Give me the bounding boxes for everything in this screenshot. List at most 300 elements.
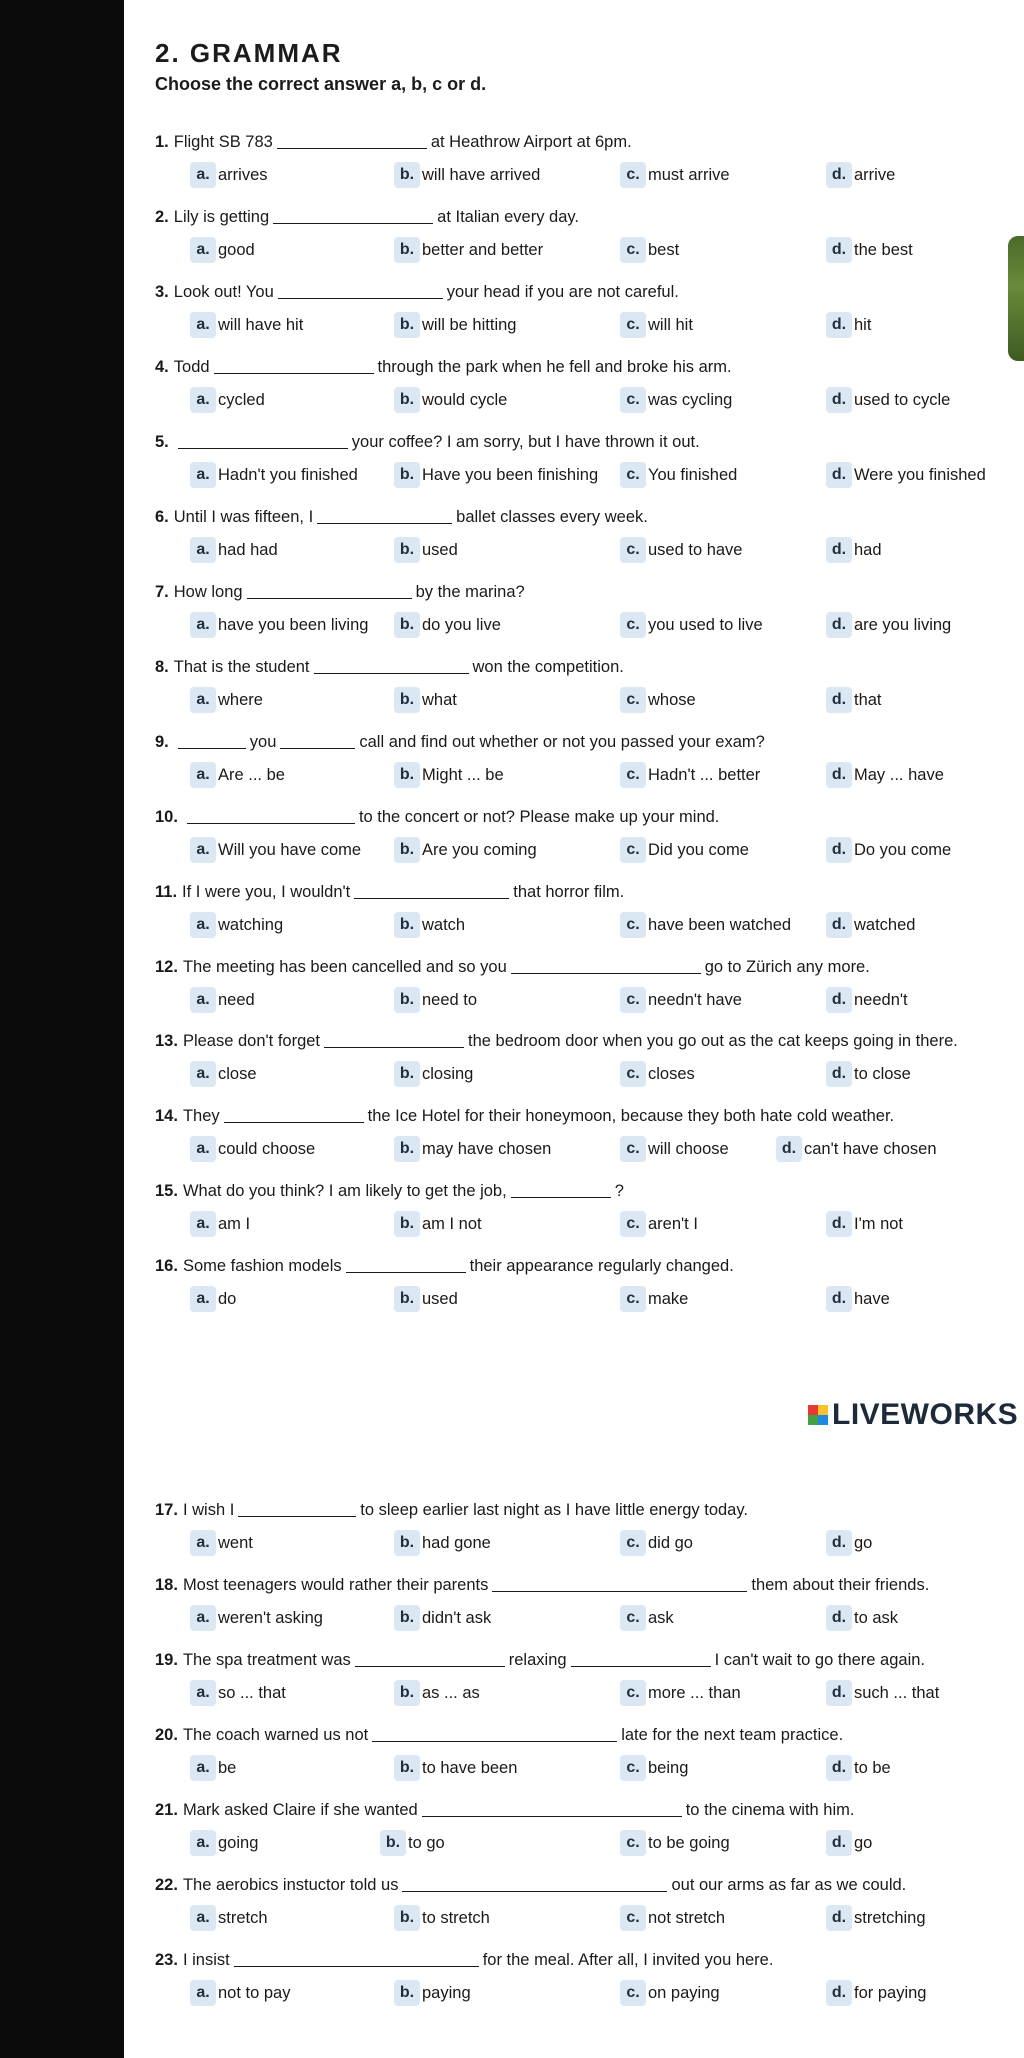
option-a[interactable]	[190, 1680, 286, 1706]
question-text-before: They	[182, 1107, 220, 1125]
option-text: went	[218, 1533, 253, 1552]
option-text: You finished	[648, 465, 738, 484]
option-d[interactable]	[826, 1980, 926, 2006]
option-d[interactable]	[826, 1755, 891, 1781]
option-a[interactable]	[190, 1605, 323, 1631]
option-letter-badge: b.	[394, 612, 420, 638]
option-a[interactable]	[190, 837, 361, 863]
question-number: 5.	[155, 433, 169, 451]
option-d[interactable]	[826, 1680, 939, 1706]
option-text: what	[422, 690, 457, 709]
question-text-after: for the meal. After all, I invited you here.	[482, 1951, 774, 1969]
question-text-after: your coffee? I am sorry, but I have thrown it out.	[351, 433, 700, 451]
option-a[interactable]	[190, 987, 255, 1013]
option-text: where	[218, 690, 263, 709]
option-letter-badge: a.	[190, 312, 216, 338]
option-text: used	[422, 540, 458, 559]
option-d[interactable]	[826, 462, 986, 488]
option-a[interactable]	[190, 1980, 290, 2006]
option-text: so ... that	[218, 1683, 286, 1702]
question-text-before: Flight SB 783	[173, 133, 273, 151]
option-a[interactable]	[190, 1136, 315, 1162]
option-text: Hadn't ... better	[648, 765, 761, 784]
option-c[interactable]	[620, 837, 749, 863]
option-d[interactable]	[826, 162, 895, 188]
option-letter-badge: a.	[190, 1530, 216, 1556]
option-d[interactable]	[826, 612, 951, 638]
option-letter-badge: c.	[620, 1211, 646, 1237]
option-letter-badge: a.	[190, 162, 216, 188]
option-a[interactable]	[190, 612, 368, 638]
option-a[interactable]	[190, 1755, 236, 1781]
option-a[interactable]	[190, 687, 263, 713]
option-b[interactable]	[394, 1211, 482, 1237]
question-number: 2.	[155, 208, 169, 226]
answer-blank	[277, 130, 427, 149]
question-text-middle: relaxing	[508, 1651, 567, 1669]
option-a[interactable]	[190, 312, 303, 338]
option-text: am I	[218, 1214, 251, 1233]
option-letter-badge: a.	[190, 237, 216, 263]
option-letter-badge: c.	[620, 1286, 646, 1312]
question-text-before: Most teenagers would rather their parents	[182, 1576, 489, 1594]
answer-blank	[224, 1104, 364, 1123]
option-letter-badge: d.	[776, 1136, 802, 1162]
option-d[interactable]	[826, 837, 951, 863]
option-text: had gone	[422, 1533, 491, 1552]
option-text: go	[854, 1833, 873, 1852]
option-text: hit	[854, 315, 872, 334]
logo-mark-icon	[808, 1405, 828, 1425]
option-letter-badge: c.	[620, 387, 646, 413]
answer-blank	[346, 1254, 466, 1273]
option-a[interactable]	[190, 462, 358, 488]
question-2	[155, 203, 579, 227]
option-letter-badge: b.	[380, 1830, 406, 1856]
option-c[interactable]	[620, 1136, 729, 1162]
option-letter-badge: d.	[826, 387, 852, 413]
option-a[interactable]	[190, 387, 265, 413]
answer-blank	[402, 1873, 667, 1892]
option-letter-badge: a.	[190, 1605, 216, 1631]
option-text: close	[218, 1064, 257, 1083]
answer-blank	[314, 655, 469, 674]
option-text: watch	[422, 915, 466, 934]
option-d[interactable]	[826, 537, 882, 563]
question-text-before: That is the student	[173, 658, 310, 676]
question-3	[155, 278, 679, 302]
option-letter-badge: c.	[620, 1136, 646, 1162]
question-text-before: Some fashion models	[182, 1257, 342, 1275]
question-text-after: ballet classes every week.	[456, 508, 648, 526]
option-letter-badge: d.	[826, 1530, 852, 1556]
answer-blank	[214, 355, 374, 374]
option-letter-badge: c.	[620, 462, 646, 488]
option-letter-badge: c.	[620, 687, 646, 713]
option-text: have you been living	[218, 615, 369, 634]
option-a[interactable]	[190, 1530, 253, 1556]
option-letter-badge: b.	[394, 462, 420, 488]
option-text: on paying	[648, 1983, 720, 2002]
option-a[interactable]	[190, 1830, 258, 1856]
option-text: good	[218, 240, 255, 259]
option-text: have been watched	[648, 915, 792, 934]
option-text: whose	[648, 690, 696, 709]
question-number: 7.	[155, 583, 169, 601]
option-text: may have chosen	[422, 1139, 552, 1158]
question-5	[155, 428, 700, 452]
option-d[interactable]	[826, 762, 944, 788]
option-letter-badge: d.	[826, 1061, 852, 1087]
answer-blank	[422, 1798, 682, 1817]
question-text-after: at Italian every day.	[437, 208, 580, 226]
answer-blank	[317, 505, 452, 524]
option-b[interactable]	[394, 537, 458, 563]
option-b[interactable]	[394, 462, 598, 488]
option-d[interactable]	[826, 237, 913, 263]
option-letter-badge: d.	[826, 1605, 852, 1631]
option-letter-badge: d.	[826, 912, 852, 938]
question-text-after: I can't wait to go there again.	[714, 1651, 926, 1669]
option-d[interactable]	[826, 912, 915, 938]
option-b[interactable]	[394, 987, 477, 1013]
option-letter-badge: c.	[620, 312, 646, 338]
question-text-before: The spa treatment was	[182, 1651, 351, 1669]
option-letter-badge: b.	[394, 1905, 420, 1931]
option-c[interactable]	[620, 237, 679, 263]
question-number: 1.	[155, 133, 169, 151]
question-text-before: Please don't forget	[182, 1032, 321, 1050]
option-text: used to cycle	[854, 390, 951, 409]
option-a[interactable]	[190, 762, 285, 788]
option-letter-badge: c.	[620, 1061, 646, 1087]
question-number: 19.	[155, 1651, 178, 1669]
question-text-before: The meeting has been cancelled and so you	[182, 958, 507, 976]
answer-blank	[247, 580, 412, 599]
option-c[interactable]	[620, 1905, 725, 1931]
question-9	[155, 728, 765, 752]
option-text: to stretch	[422, 1908, 490, 1927]
option-a[interactable]	[190, 1286, 236, 1312]
option-a[interactable]	[190, 237, 255, 263]
answer-blank	[280, 730, 355, 749]
option-letter-badge: d.	[826, 1286, 852, 1312]
answer-blank	[492, 1573, 747, 1592]
option-b[interactable]	[394, 1605, 491, 1631]
option-d[interactable]	[826, 1211, 903, 1237]
question-text-before: I wish I	[182, 1501, 235, 1519]
option-letter-badge: a.	[190, 1755, 216, 1781]
question-text-before: The aerobics instuctor told us	[182, 1876, 399, 1894]
option-text: had	[854, 540, 882, 559]
option-text: Have you been finishing	[422, 465, 599, 484]
option-letter-badge: a.	[190, 987, 216, 1013]
option-c[interactable]	[620, 1980, 720, 2006]
option-letter-badge: b.	[394, 1061, 420, 1087]
question-18	[155, 1571, 929, 1595]
option-c[interactable]	[620, 537, 743, 563]
option-a[interactable]	[190, 1061, 257, 1087]
question-number: 18.	[155, 1576, 178, 1594]
option-text: Were you finished	[854, 465, 986, 484]
option-text: arrives	[218, 165, 268, 184]
answer-blank	[187, 805, 355, 824]
option-text: need	[218, 990, 255, 1009]
option-d[interactable]	[826, 1905, 926, 1931]
option-letter-badge: d.	[826, 1680, 852, 1706]
option-c[interactable]	[620, 312, 693, 338]
option-text: such ... that	[854, 1683, 940, 1702]
option-d[interactable]	[826, 1530, 872, 1556]
answer-blank	[178, 730, 246, 749]
option-d[interactable]	[826, 312, 871, 338]
option-letter-badge: a.	[190, 537, 216, 563]
option-text: would cycle	[422, 390, 508, 409]
option-letter-badge: a.	[190, 1286, 216, 1312]
question-text-after: at Heathrow Airport at 6pm.	[430, 133, 632, 151]
option-b[interactable]	[394, 1530, 491, 1556]
option-c[interactable]	[620, 1211, 698, 1237]
option-text: closes	[648, 1064, 695, 1083]
option-letter-badge: a.	[190, 1680, 216, 1706]
option-text: have	[854, 1289, 890, 1308]
question-text-before: Lily is getting	[173, 208, 270, 226]
question-number: 3.	[155, 283, 169, 301]
option-a[interactable]	[190, 1905, 268, 1931]
option-b[interactable]	[394, 312, 516, 338]
option-b[interactable]	[394, 912, 465, 938]
option-letter-badge: a.	[190, 687, 216, 713]
option-text: are you living	[854, 615, 952, 634]
option-text: do you live	[422, 615, 501, 634]
option-letter-badge: b.	[394, 1530, 420, 1556]
option-d[interactable]	[776, 1136, 937, 1162]
question-number: 23.	[155, 1951, 178, 1969]
option-text: watching	[218, 915, 284, 934]
question-16	[155, 1252, 734, 1276]
option-d[interactable]	[826, 387, 950, 413]
option-c[interactable]	[620, 612, 763, 638]
option-b[interactable]	[394, 237, 543, 263]
question-text-before: The coach warned us not	[182, 1726, 369, 1744]
option-text: to be	[854, 1758, 891, 1777]
option-text: to go	[408, 1833, 445, 1852]
option-letter-badge: a.	[190, 387, 216, 413]
option-c[interactable]	[620, 1755, 688, 1781]
option-c[interactable]	[620, 1286, 688, 1312]
option-c[interactable]	[620, 462, 737, 488]
option-letter-badge: b.	[394, 912, 420, 938]
option-c[interactable]	[620, 987, 742, 1013]
option-text: will be hitting	[422, 315, 517, 334]
option-b[interactable]	[394, 612, 501, 638]
option-letter-badge: a.	[190, 462, 216, 488]
option-b[interactable]	[394, 162, 540, 188]
option-letter-badge: d.	[826, 762, 852, 788]
option-text: Hadn't you finished	[218, 465, 358, 484]
option-d[interactable]	[826, 1605, 898, 1631]
option-c[interactable]	[620, 762, 760, 788]
option-b[interactable]	[394, 1680, 480, 1706]
option-letter-badge: d.	[826, 1211, 852, 1237]
option-text: to close	[854, 1064, 911, 1083]
option-c[interactable]	[620, 912, 791, 938]
option-d[interactable]	[826, 1286, 890, 1312]
question-text-middle: you	[249, 733, 277, 751]
option-b[interactable]	[394, 837, 537, 863]
question-text-after: ?	[614, 1182, 624, 1200]
option-text: will have arrived	[422, 165, 541, 184]
option-text: be	[218, 1758, 237, 1777]
option-letter-badge: b.	[394, 987, 420, 1013]
option-letter-badge: c.	[620, 837, 646, 863]
question-text-after: late for the next team practice.	[621, 1726, 844, 1744]
question-text-after: out our arms as far as we could.	[671, 1876, 907, 1894]
option-letter-badge: b.	[394, 162, 420, 188]
question-20	[155, 1721, 843, 1745]
option-letter-badge: c.	[620, 1755, 646, 1781]
option-text: more ... than	[648, 1683, 741, 1702]
option-text: Did you come	[648, 840, 749, 859]
option-letter-badge: d.	[826, 1980, 852, 2006]
option-letter-badge: c.	[620, 987, 646, 1013]
option-letter-badge: b.	[394, 312, 420, 338]
option-letter-badge: b.	[394, 537, 420, 563]
answer-blank	[324, 1029, 464, 1048]
option-text: being	[648, 1758, 689, 1777]
question-text-after: the Ice Hotel for their honeymoon, because they both hate cold weather.	[367, 1107, 895, 1125]
option-b[interactable]	[394, 387, 507, 413]
question-text-before: How long	[173, 583, 243, 601]
option-letter-badge: c.	[620, 1905, 646, 1931]
option-c[interactable]	[620, 1605, 674, 1631]
option-b[interactable]	[394, 762, 504, 788]
option-c[interactable]	[620, 162, 730, 188]
option-text: used	[422, 1289, 458, 1308]
option-letter-badge: c.	[620, 237, 646, 263]
question-7	[155, 578, 525, 602]
option-text: will have hit	[218, 315, 304, 334]
option-text: Might ... be	[422, 765, 504, 784]
option-a[interactable]	[190, 912, 283, 938]
option-b[interactable]	[394, 1286, 458, 1312]
option-text: make	[648, 1289, 689, 1308]
option-b[interactable]	[394, 1136, 551, 1162]
option-a[interactable]	[190, 1211, 250, 1237]
option-text: watched	[854, 915, 916, 934]
option-text: going	[218, 1833, 259, 1852]
option-letter-badge: c.	[620, 1530, 646, 1556]
option-letter-badge: c.	[620, 162, 646, 188]
option-text: to be going	[648, 1833, 730, 1852]
option-a[interactable]	[190, 537, 278, 563]
answer-blank	[511, 1179, 611, 1198]
option-d[interactable]	[826, 1061, 911, 1087]
question-8	[155, 653, 624, 677]
option-text: to ask	[854, 1608, 899, 1627]
option-text: do	[218, 1289, 237, 1308]
question-10	[155, 803, 719, 827]
option-letter-badge: b.	[394, 762, 420, 788]
option-letter-badge: c.	[620, 1680, 646, 1706]
question-text-after: through the park when he fell and broke his arm.	[377, 358, 732, 376]
option-c[interactable]	[620, 687, 696, 713]
option-b[interactable]	[394, 1980, 471, 2006]
question-number: 20.	[155, 1726, 178, 1744]
question-15	[155, 1177, 624, 1201]
option-letter-badge: c.	[620, 762, 646, 788]
question-number: 9.	[155, 733, 169, 751]
option-b[interactable]	[394, 687, 457, 713]
question-6	[155, 503, 648, 527]
option-letter-badge: b.	[394, 1136, 420, 1162]
answer-blank	[238, 1498, 356, 1517]
option-b[interactable]	[380, 1830, 445, 1856]
option-d[interactable]	[826, 987, 908, 1013]
question-text-after: their appearance regularly changed.	[469, 1257, 734, 1275]
option-c[interactable]	[620, 1061, 695, 1087]
option-a[interactable]	[190, 162, 268, 188]
option-text: need to	[422, 990, 478, 1009]
option-c[interactable]	[620, 1680, 741, 1706]
option-letter-badge: a.	[190, 912, 216, 938]
option-d[interactable]	[826, 1830, 872, 1856]
question-12	[155, 953, 870, 977]
option-letter-badge: d.	[826, 987, 852, 1013]
option-letter-badge: b.	[394, 387, 420, 413]
option-text: Are ... be	[218, 765, 285, 784]
option-text: Do you come	[854, 840, 952, 859]
option-letter-badge: b.	[394, 1980, 420, 2006]
option-letter-badge: a.	[190, 612, 216, 638]
option-letter-badge: d.	[826, 1830, 852, 1856]
option-c[interactable]	[620, 387, 732, 413]
option-d[interactable]	[826, 687, 882, 713]
option-b[interactable]	[394, 1905, 490, 1931]
option-b[interactable]	[394, 1061, 473, 1087]
option-c[interactable]	[620, 1530, 693, 1556]
answer-blank	[511, 955, 701, 974]
question-text-before: If I were you, I wouldn't	[182, 883, 351, 901]
option-letter-badge: d.	[826, 237, 852, 263]
option-text: needn't have	[648, 990, 742, 1009]
option-letter-badge: a.	[190, 1061, 216, 1087]
option-letter-badge: d.	[826, 1905, 852, 1931]
option-letter-badge: b.	[394, 1211, 420, 1237]
option-c[interactable]	[620, 1830, 730, 1856]
option-letter-badge: d.	[826, 1755, 852, 1781]
option-text: needn't	[854, 990, 908, 1009]
question-number: 22.	[155, 1876, 178, 1894]
option-letter-badge: b.	[394, 1605, 420, 1631]
option-letter-badge: c.	[620, 1980, 646, 2006]
option-text: May ... have	[854, 765, 944, 784]
question-number: 8.	[155, 658, 169, 676]
question-number: 11.	[155, 883, 178, 901]
option-letter-badge: c.	[620, 612, 646, 638]
question-17	[155, 1496, 748, 1520]
option-letter-badge: b.	[394, 1680, 420, 1706]
question-text-after: to the concert or not? Please make up your mind.	[358, 808, 720, 826]
question-1	[155, 128, 632, 152]
option-letter-badge: c.	[620, 912, 646, 938]
option-b[interactable]	[394, 1755, 517, 1781]
answer-blank	[355, 1648, 505, 1667]
question-text-after: the bedroom door when you go out as the cat keeps going in there.	[468, 1032, 958, 1050]
option-text: Are you coming	[422, 840, 537, 859]
option-letter-badge: d.	[826, 462, 852, 488]
option-letter-badge: d.	[826, 162, 852, 188]
